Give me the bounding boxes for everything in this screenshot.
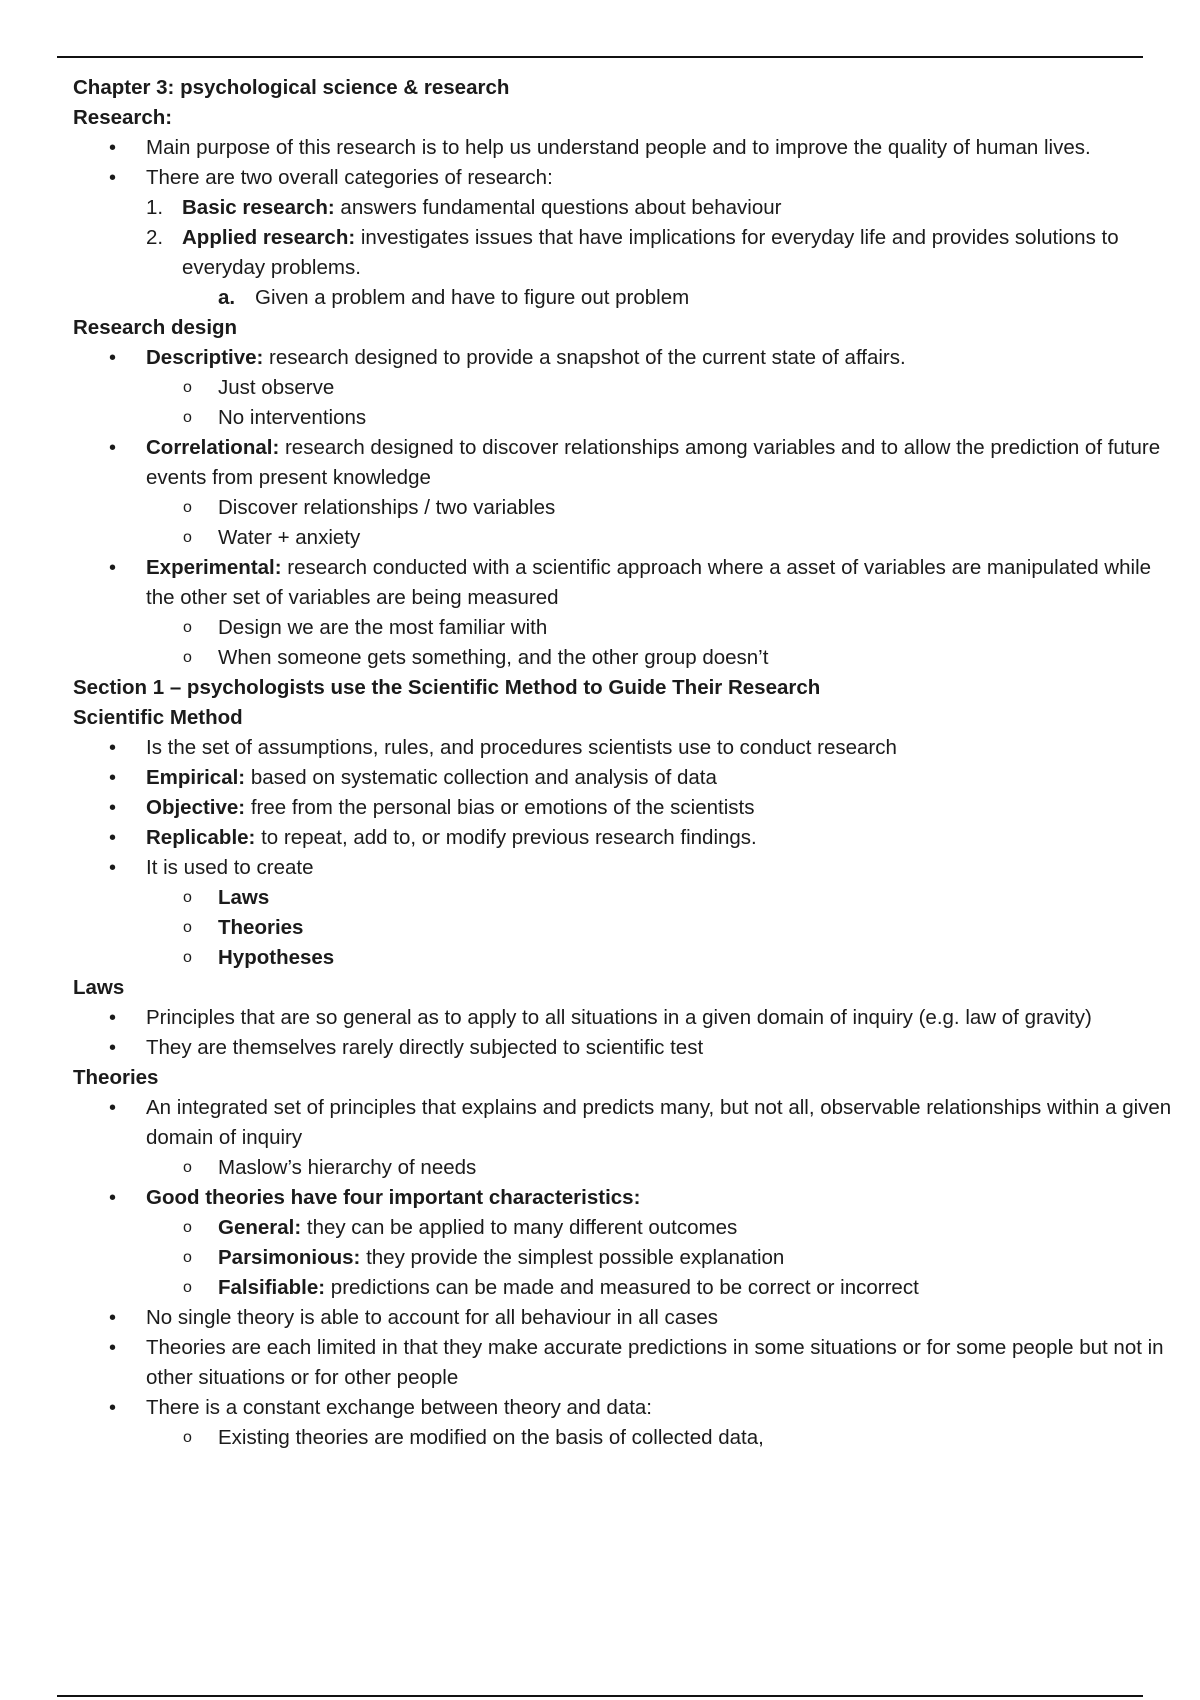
circle-marker: o [183, 1279, 192, 1296]
bullet-text: Main purpose of this research is to help us understand people and to improve the quality of human lives. [146, 136, 1091, 159]
sub-text: Theories [218, 916, 304, 939]
bullet-marker: • [109, 437, 117, 459]
bullet-text: Good theories have four important characteristics: [146, 1186, 641, 1209]
experimental-sub-list [73, 613, 1173, 673]
term-falsifiable: Falsifiable: [218, 1276, 326, 1299]
bullet-marker: • [109, 347, 117, 369]
bullet-text: They are themselves rarely directly subjected to scientific test [146, 1036, 704, 1059]
term-empirical: Empirical: [146, 766, 246, 789]
sub-text: No interventions [218, 406, 367, 429]
bullet-text: There is a constant exchange between theory and data: [146, 1396, 653, 1419]
bullet-marker: • [109, 1397, 117, 1419]
bullet-marker: • [109, 827, 117, 849]
bullet-marker: • [109, 557, 117, 579]
term-basic-research: Basic research: [182, 196, 335, 219]
bullet-text [146, 343, 1173, 373]
exchange-sub-list [73, 1423, 1173, 1453]
research-bullet-list [73, 133, 1173, 193]
bullet-marker: • [109, 1097, 117, 1119]
sub-text: Water + anxiety [218, 526, 361, 549]
bullet-marker: • [109, 857, 117, 879]
research-design-heading: Research design [73, 316, 238, 339]
list-item [73, 763, 1173, 793]
circle-marker: o [183, 1159, 192, 1176]
list-item [73, 1033, 1173, 1063]
list-item [73, 1393, 1173, 1423]
bullet-marker: • [109, 767, 117, 789]
definition-text: investigates issues that have implications for everyday life and provides solutions to everyday problems. [182, 226, 1119, 279]
theories-list [73, 1093, 1173, 1153]
list-item [73, 1093, 1173, 1153]
sub-text [218, 1213, 1173, 1243]
definition-text: free from the personal bias or emotions of the scientists [245, 796, 755, 819]
sub-text: Design we are the most familiar with [218, 616, 548, 639]
list-item [73, 1003, 1173, 1033]
definition-text: to repeat, add to, or modify previous research findings. [255, 826, 757, 849]
laws-list [73, 1003, 1173, 1063]
laws-heading: Laws [73, 976, 125, 999]
list-item [73, 1423, 1173, 1453]
circle-marker: o [183, 649, 192, 666]
bottom-rule [57, 1695, 1143, 1697]
list-item [73, 883, 1173, 913]
list-item [73, 283, 1173, 313]
theories-list [73, 1183, 1173, 1213]
list-item [73, 403, 1173, 433]
list-item [73, 1243, 1173, 1273]
bullet-text [146, 823, 1173, 853]
definition-text: answers fundamental questions about behaviour [334, 196, 782, 219]
circle-marker: o [183, 949, 192, 966]
bullet-text: There are two overall categories of research: [146, 166, 553, 189]
bullet-marker: • [109, 167, 117, 189]
bullet-marker: • [109, 137, 117, 159]
definition-text: they provide the simplest possible explanation [360, 1246, 785, 1269]
list-item [73, 223, 1173, 283]
create-sub-list [73, 883, 1173, 973]
term-objective: Objective: [146, 796, 246, 819]
list-item [73, 943, 1173, 973]
bullet-text: An integrated set of principles that explains and predicts many, but not all, observable relationships within a given domain of inquiry [146, 1096, 1172, 1149]
term-correlational: Correlational: [146, 436, 280, 459]
circle-marker: o [183, 1219, 192, 1236]
sub-text: Discover relationships / two variables [218, 496, 556, 519]
theories-heading: Theories [73, 1066, 159, 1089]
list-item [73, 1303, 1173, 1333]
scientific-method-list [73, 733, 1173, 883]
list-item [73, 643, 1173, 673]
term-experimental: Experimental: [146, 556, 282, 579]
definition-text: research conducted with a scientific approach where a asset of variables are manipulated while the other set of variables are being measured [146, 556, 1152, 609]
list-item [73, 1213, 1173, 1243]
sub-text: Maslow’s hierarchy of needs [218, 1156, 477, 1179]
research-category-list [73, 193, 1173, 283]
definition-text: predictions can be made and measured to be correct or incorrect [325, 1276, 919, 1299]
term-general: General: [218, 1216, 302, 1239]
document-page [73, 73, 1173, 1453]
list-item [73, 133, 1173, 163]
list-item [73, 1333, 1173, 1393]
sub-text: Existing theories are modified on the basis of collected data, [218, 1426, 764, 1449]
circle-marker: o [183, 529, 192, 546]
letter-marker: a. [218, 286, 236, 309]
category-text [182, 193, 1173, 223]
sub-text: Hypotheses [218, 946, 335, 969]
list-item [73, 823, 1173, 853]
list-item [73, 1273, 1173, 1303]
list-item [73, 913, 1173, 943]
bullet-text [146, 433, 1173, 493]
bullet-marker: • [109, 737, 117, 759]
list-item [73, 793, 1173, 823]
list-item [73, 493, 1173, 523]
integrated-sub-list [73, 1153, 1173, 1183]
circle-marker: o [183, 1429, 192, 1446]
sub-text: Laws [218, 886, 270, 909]
bullet-marker: • [109, 1337, 117, 1359]
circle-marker: o [183, 1249, 192, 1266]
bullet-text: Theories are each limited in that they make accurate predictions in some situations or for some people but not in other situations or for other people [146, 1336, 1164, 1389]
list-item [73, 343, 1173, 373]
circle-marker: o [183, 409, 192, 426]
design-bullet-list [73, 343, 1173, 373]
design-bullet-list [73, 433, 1173, 493]
definition-text: based on systematic collection and analysis of data [245, 766, 717, 789]
sub-text [218, 1243, 1173, 1273]
research-sub-list [73, 283, 1173, 313]
circle-marker: o [183, 889, 192, 906]
bullet-text [146, 553, 1173, 613]
number-marker: 2. [146, 226, 164, 249]
definition-text: research designed to provide a snapshot of the current state of affairs. [263, 346, 906, 369]
characteristics-list [73, 1213, 1173, 1303]
bullet-marker: • [109, 1037, 117, 1059]
research-heading: Research: [73, 106, 173, 129]
bullet-text: No single theory is able to account for all behaviour in all cases [146, 1306, 719, 1329]
design-bullet-list [73, 553, 1173, 613]
sub-text: Just observe [218, 376, 335, 399]
term-descriptive: Descriptive: [146, 346, 264, 369]
circle-marker: o [183, 619, 192, 636]
list-item [73, 1183, 1173, 1213]
correlational-sub-list [73, 493, 1173, 553]
bullet-marker: • [109, 797, 117, 819]
list-item [73, 733, 1173, 763]
list-item [73, 853, 1173, 883]
list-item [73, 553, 1173, 613]
bullet-text: It is used to create [146, 856, 314, 879]
list-item [73, 1153, 1173, 1183]
descriptive-sub-list [73, 373, 1173, 433]
bullet-text [146, 793, 1173, 823]
list-item [73, 193, 1173, 223]
list-item [73, 373, 1173, 403]
list-item [73, 163, 1173, 193]
bullet-text: Principles that are so general as to apply to all situations in a given domain of inquiry (e.g. law of gravity) [146, 1006, 1092, 1029]
definition-text: research designed to discover relationships among variables and to allow the prediction of future events from present knowledge [146, 436, 1161, 489]
number-marker: 1. [146, 196, 164, 219]
bullet-marker: • [109, 1007, 117, 1029]
section-1-heading: Section 1 – psychologists use the Scientific Method to Guide Their Research [73, 676, 821, 699]
bullet-text [146, 763, 1173, 793]
list-item [73, 613, 1173, 643]
sub-text: When someone gets something, and the other group doesn’t [218, 646, 769, 669]
term-parsimonious: Parsimonious: [218, 1246, 361, 1269]
chapter-title: Chapter 3: psychological science & research [73, 76, 510, 99]
theories-list [73, 1303, 1173, 1423]
circle-marker: o [183, 919, 192, 936]
sub-text [218, 1273, 1173, 1303]
term-replicable: Replicable: [146, 826, 256, 849]
list-item [73, 523, 1173, 553]
term-applied-research: Applied research: [182, 226, 356, 249]
scientific-method-heading: Scientific Method [73, 706, 243, 729]
category-text [182, 223, 1173, 283]
bullet-text: Is the set of assumptions, rules, and procedures scientists use to conduct research [146, 736, 897, 759]
circle-marker: o [183, 379, 192, 396]
bullet-marker: • [109, 1187, 117, 1209]
sub-text: Given a problem and have to figure out problem [255, 286, 690, 309]
circle-marker: o [183, 499, 192, 516]
definition-text: they can be applied to many different outcomes [301, 1216, 738, 1239]
list-item [73, 433, 1173, 493]
top-rule [57, 56, 1143, 58]
bullet-marker: • [109, 1307, 117, 1329]
